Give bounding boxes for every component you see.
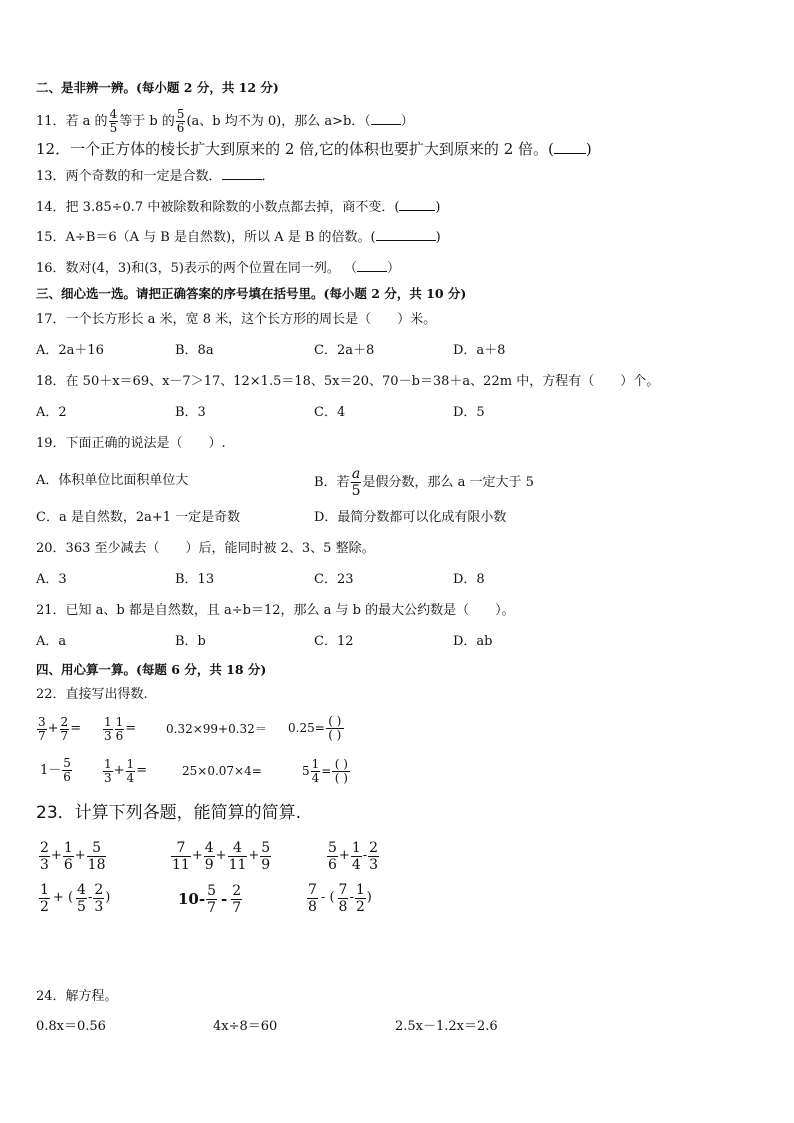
answer-blank[interactable] xyxy=(399,198,435,211)
option-a[interactable]: A．2a＋16 xyxy=(36,343,104,358)
question-12: 12．一个正方体的棱长扩大到原来的 2 倍,它的体积也要扩大到原来的 2 倍。( ) xyxy=(36,140,592,158)
calc-expression: $\frac{3}{7}$ + $\frac{2}{7}$ = xyxy=(38,714,82,743)
question-18: 18．在 50＋x＝69、x－7＞17、12×1.5＝18、5x＝20、70－b＝38＋a、22m 中，方程有（ ）个。 xyxy=(36,374,660,389)
answer-blank[interactable] xyxy=(554,141,586,154)
option-d[interactable]: D．a＋8 xyxy=(453,343,506,358)
option-a[interactable]: A．a xyxy=(36,634,67,649)
option-d[interactable]: D．8 xyxy=(453,572,485,587)
answer-blank[interactable] xyxy=(376,228,436,241)
equation: 2.5x－1.2x＝2.6 xyxy=(395,1019,498,1034)
calc-expression: 10- $\frac{5}{7}$ - $\frac{2}{7}$ xyxy=(178,882,242,916)
question-15: 15．A÷B＝6（A 与 B 是自然数)，所以 A 是 B 的倍数。( ) xyxy=(36,230,441,245)
option-d[interactable]: D．5 xyxy=(453,405,485,420)
equation: 4x÷8＝60 xyxy=(213,1019,278,1034)
option-b[interactable]: B．b xyxy=(175,634,206,649)
option-c[interactable]: C．12 xyxy=(314,634,354,649)
question-16: 16．数对(4，3)和(3，5)表示的两个位置在同一列。 （ ） xyxy=(36,261,401,276)
section-2-title: 二、是非辨一辨。(每小题 2 分，共 12 分) xyxy=(36,80,279,95)
equation: 0.8x＝0.56 xyxy=(36,1019,106,1034)
option-b[interactable]: B．8a xyxy=(175,343,214,358)
option-c[interactable]: C．23 xyxy=(314,572,354,587)
calc-expression: 0.32×99+0.32＝ xyxy=(166,722,267,736)
question-17: 17．一个长方形长 a 米，宽 8 米，这个长方形的周长是（ ）米。 xyxy=(36,312,437,327)
option-a[interactable]: A．体积单位比面积单位大 xyxy=(36,473,189,488)
calc-expression: $\frac{1}{3}$ $\frac{1}{6}$ = xyxy=(104,714,137,743)
question-23: 23．计算下列各题，能简算的简算. xyxy=(36,803,302,823)
option-d[interactable]: D．最简分数都可以化成有限小数 xyxy=(314,510,507,525)
fraction: $\frac{a}{5}$ xyxy=(351,466,361,499)
question-19: 19．下面正确的说法是（ ）. xyxy=(36,436,226,451)
fraction: $\frac{5}{6}$ xyxy=(176,107,185,135)
fraction: $\frac{4}{5}$ xyxy=(109,107,118,135)
question-11: 11．若 a 的 $\frac{4}{5}$ 等于 b 的 $\frac{5}{6}$ (a、b 均不为 0)，那么 a>b．（ ） xyxy=(36,107,414,135)
calc-expression: 5 $\frac{1}{4}$ = $\frac{( )}{( )}$ xyxy=(302,752,351,790)
section-4-title: 四、用心算一算。(每题 6 分，共 18 分) xyxy=(36,662,267,677)
option-c[interactable]: C．2a＋8 xyxy=(314,343,375,358)
option-c[interactable]: C．4 xyxy=(314,405,346,420)
question-21: 21．已知 a、b 都是自然数，且 a÷b＝12，那么 a 与 b 的最大公约数是（ ）。 xyxy=(36,603,515,618)
calc-expression: $\frac{7}{8}$ - ( $\frac{7}{8}$ - $\frac{1}{2}$ ) xyxy=(308,881,372,915)
answer-blank[interactable] xyxy=(222,167,262,180)
option-b[interactable]: B．3 xyxy=(175,405,206,420)
calc-expression: 25×0.07×4= xyxy=(182,764,262,778)
calc-expression: $\frac{5}{6}$ + $\frac{1}{4}$ - $\frac{2}{3}$ xyxy=(328,839,379,873)
calc-expression: $\frac{1}{2}$ + ( $\frac{4}{5}$ - $\frac{2}{3}$ ) xyxy=(40,881,111,915)
question-22: 22．直接写出得数. xyxy=(36,687,148,702)
option-a[interactable]: A．3 xyxy=(36,572,67,587)
calc-expression: $\frac{7}{11}$ + $\frac{4}{9}$ + $\frac{4}{11}$ + $\frac{5}{9}$ xyxy=(172,839,271,873)
question-13: 13．两个奇数的和一定是合数． ． xyxy=(36,169,275,184)
answer-blank[interactable] xyxy=(371,112,401,125)
option-a[interactable]: A．2 xyxy=(36,405,67,420)
question-14: 14．把 3.85÷0.7 中被除数和除数的小数点都去掉，商不变．( ) xyxy=(36,200,441,215)
answer-blank[interactable] xyxy=(357,259,387,272)
calc-expression: 1－ $\frac{5}{6}$ xyxy=(40,756,71,784)
option-b[interactable]: B．若 $\frac{a}{5}$ 是假分数，那么 a 一定大于 5 xyxy=(314,466,534,499)
option-c[interactable]: C．a 是自然数，2a+1 一定是奇数 xyxy=(36,510,241,525)
option-d[interactable]: D．ab xyxy=(453,634,493,649)
option-b[interactable]: B．13 xyxy=(175,572,215,587)
question-20: 20．363 至少减去（ ）后，能同时被 2、3、5 整除。 xyxy=(36,541,375,556)
calc-expression: $\frac{1}{3}$ + $\frac{1}{4}$ = xyxy=(104,756,148,785)
question-24: 24．解方程。 xyxy=(36,989,118,1004)
calc-expression: 0.25= $\frac{( )}{( )}$ xyxy=(288,710,345,746)
calc-expression: $\frac{2}{3}$ + $\frac{1}{6}$ + $\frac{5}{18}$ xyxy=(40,839,106,873)
section-3-title: 三、细心选一选。请把正确答案的序号填在括号里。(每小题 2 分，共 10 分) xyxy=(36,286,467,301)
